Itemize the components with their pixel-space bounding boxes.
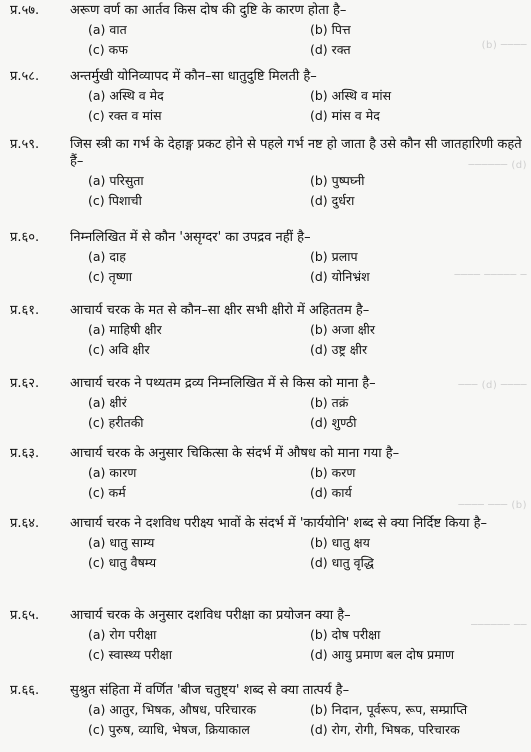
show-through-mark: ─── (d) ──── bbox=[458, 380, 527, 391]
option-c: (c) स्वास्थ्य परीक्षा bbox=[88, 647, 172, 662]
question-text: सुश्रुत संहिता में वर्णित 'बीज चतुष्ट्य' शब्द से क्या तात्पर्य है– bbox=[70, 683, 350, 698]
show-through-mark: (b) ──── bbox=[481, 40, 527, 51]
question-text: अरूण वर्ण का आर्तव किस दोष की दुष्टि के कारण होता है– bbox=[70, 3, 347, 18]
question-number: प्र.६६. bbox=[10, 683, 40, 698]
question-block bbox=[10, 682, 525, 739]
options bbox=[10, 462, 525, 502]
question-text: आचार्य चरक के अनुसार चिकित्सा के संदर्भ में औषध को माना गया है– bbox=[70, 446, 400, 461]
option-a: (a) रोग परीक्षा bbox=[88, 627, 157, 642]
option-b: (b) अजा क्षीर bbox=[310, 322, 376, 337]
question-number: प्र.६२. bbox=[10, 376, 40, 391]
option-b: (b) तक्रं bbox=[310, 395, 349, 410]
option-d: (d) धातु वृद्धि bbox=[310, 555, 374, 570]
option-b: (b) करण bbox=[310, 465, 356, 480]
option-a: (a) धातु साम्य bbox=[88, 535, 155, 550]
question-text: आचार्य चरक के मत से कौन–सा क्षीर सभी क्षीरो में अहिततम है– bbox=[70, 303, 370, 318]
question-number: प्र.६५. bbox=[10, 608, 40, 623]
question-block bbox=[10, 68, 525, 125]
show-through-mark: ──── ─── (b) bbox=[458, 500, 527, 511]
question-number: प्र.६१. bbox=[10, 303, 40, 318]
options bbox=[10, 19, 525, 59]
option-b: (b) निदान, पूर्वरूप, रूप, सम्प्राप्ति bbox=[310, 702, 468, 717]
option-d: (d) शुण्ठी bbox=[310, 415, 357, 430]
option-a: (a) कारण bbox=[88, 465, 137, 480]
option-a: (a) आतुर, भिषक, औषध, परिचारक bbox=[88, 702, 257, 717]
options bbox=[10, 85, 525, 125]
option-d: (d) रोग, रोगी, भिषक, परिचारक bbox=[310, 722, 460, 737]
question-block bbox=[10, 2, 525, 59]
show-through-mark: ──── ───── ─ bbox=[454, 270, 527, 281]
options bbox=[10, 699, 525, 739]
options bbox=[10, 319, 525, 359]
option-c: (c) पिशाची bbox=[88, 193, 142, 208]
question-number: प्र.६३. bbox=[10, 446, 40, 461]
option-d: (d) कार्य bbox=[310, 485, 352, 500]
option-d: (d) आयु प्रमाण बल दोष प्रमाण bbox=[310, 647, 455, 662]
option-c: (c) अवि क्षीर bbox=[88, 342, 150, 357]
question-block bbox=[10, 375, 525, 432]
question-text: जिस स्त्री का गर्भ के देहाङ्ग प्रकट होने से पहले गर्भ नष्ट हो जाता है उसे कौन सी जातहारिणी कहते हैं– bbox=[70, 137, 522, 169]
show-through-mark: ────── ── bbox=[471, 620, 527, 631]
options bbox=[10, 246, 525, 286]
options bbox=[10, 170, 525, 210]
question-block bbox=[10, 302, 525, 359]
question-number: प्र.६४. bbox=[10, 516, 40, 531]
question-number: प्र.५९. bbox=[10, 137, 40, 152]
question-number: प्र.५८. bbox=[10, 69, 40, 84]
option-b: (b) दोष परीक्षा bbox=[310, 627, 381, 642]
option-a: (a) माहिषी क्षीर bbox=[88, 322, 162, 337]
option-b: (b) पुष्पघ्नी bbox=[310, 173, 365, 188]
option-a: (a) परिसुता bbox=[88, 173, 144, 188]
question-text: आचार्य चरक के अनुसार दशविध परीक्षा का प्रयोजन क्या है– bbox=[70, 608, 351, 623]
option-c: (c) कफ bbox=[88, 42, 128, 57]
option-b: (b) प्रलाप bbox=[310, 249, 358, 264]
option-d: (d) रक्त bbox=[310, 42, 351, 57]
question-block bbox=[10, 607, 525, 664]
option-b: (b) अस्थि व मांस bbox=[310, 88, 392, 103]
option-d: (d) उष्ट्र क्षीर bbox=[310, 342, 368, 357]
question-text: अन्तर्मुखी योनिव्यापद में कौन–सा धातुदुष्टि मिलती है– bbox=[70, 69, 317, 84]
option-d: (d) दुर्धरा bbox=[310, 193, 355, 208]
option-d: (d) मांस व मेद bbox=[310, 108, 380, 123]
option-c: (c) हरीतकी bbox=[88, 415, 144, 430]
options bbox=[10, 392, 525, 432]
option-c: (c) धातु वैषम्य bbox=[88, 555, 157, 570]
options bbox=[10, 624, 525, 664]
question-number: प्र.६०. bbox=[10, 230, 40, 245]
option-a: (a) क्षीरं bbox=[88, 395, 127, 410]
option-c: (c) पुरुष, व्याधि, भेषज, क्रियाकाल bbox=[88, 722, 250, 737]
option-c: (c) कर्म bbox=[88, 485, 126, 500]
question-text: निम्नलिखित में से कौन 'असृग्दर' का उपद्रव नहीं है– bbox=[70, 230, 311, 245]
option-c: (c) तृष्णा bbox=[88, 269, 133, 284]
option-d: (d) योनिभ्रंश bbox=[310, 269, 370, 284]
show-through-mark: ────── (d) bbox=[468, 160, 527, 171]
question-block bbox=[10, 515, 525, 572]
question-block bbox=[10, 229, 525, 286]
question-block bbox=[10, 136, 525, 210]
question-text: आचार्य चरक ने पथ्यतम द्रव्य निम्नलिखित में से किस को माना है– bbox=[70, 376, 376, 391]
option-c: (c) रक्त व मांस bbox=[88, 108, 162, 123]
options bbox=[10, 532, 525, 572]
option-a: (a) वात bbox=[88, 22, 127, 37]
option-b: (b) धातु क्षय bbox=[310, 535, 370, 550]
question-number: प्र.५७. bbox=[10, 3, 40, 18]
option-a: (a) दाह bbox=[88, 249, 126, 264]
question-text: आचार्य चरक ने दशविध परीक्ष्य भावों के संदर्भ में 'कार्ययोनि' शब्द से क्या निर्दिष्ट किया है– bbox=[70, 516, 487, 531]
question-block bbox=[10, 445, 525, 502]
option-a: (a) अस्थि व मेद bbox=[88, 88, 164, 103]
option-b: (b) पित्त bbox=[310, 22, 351, 37]
